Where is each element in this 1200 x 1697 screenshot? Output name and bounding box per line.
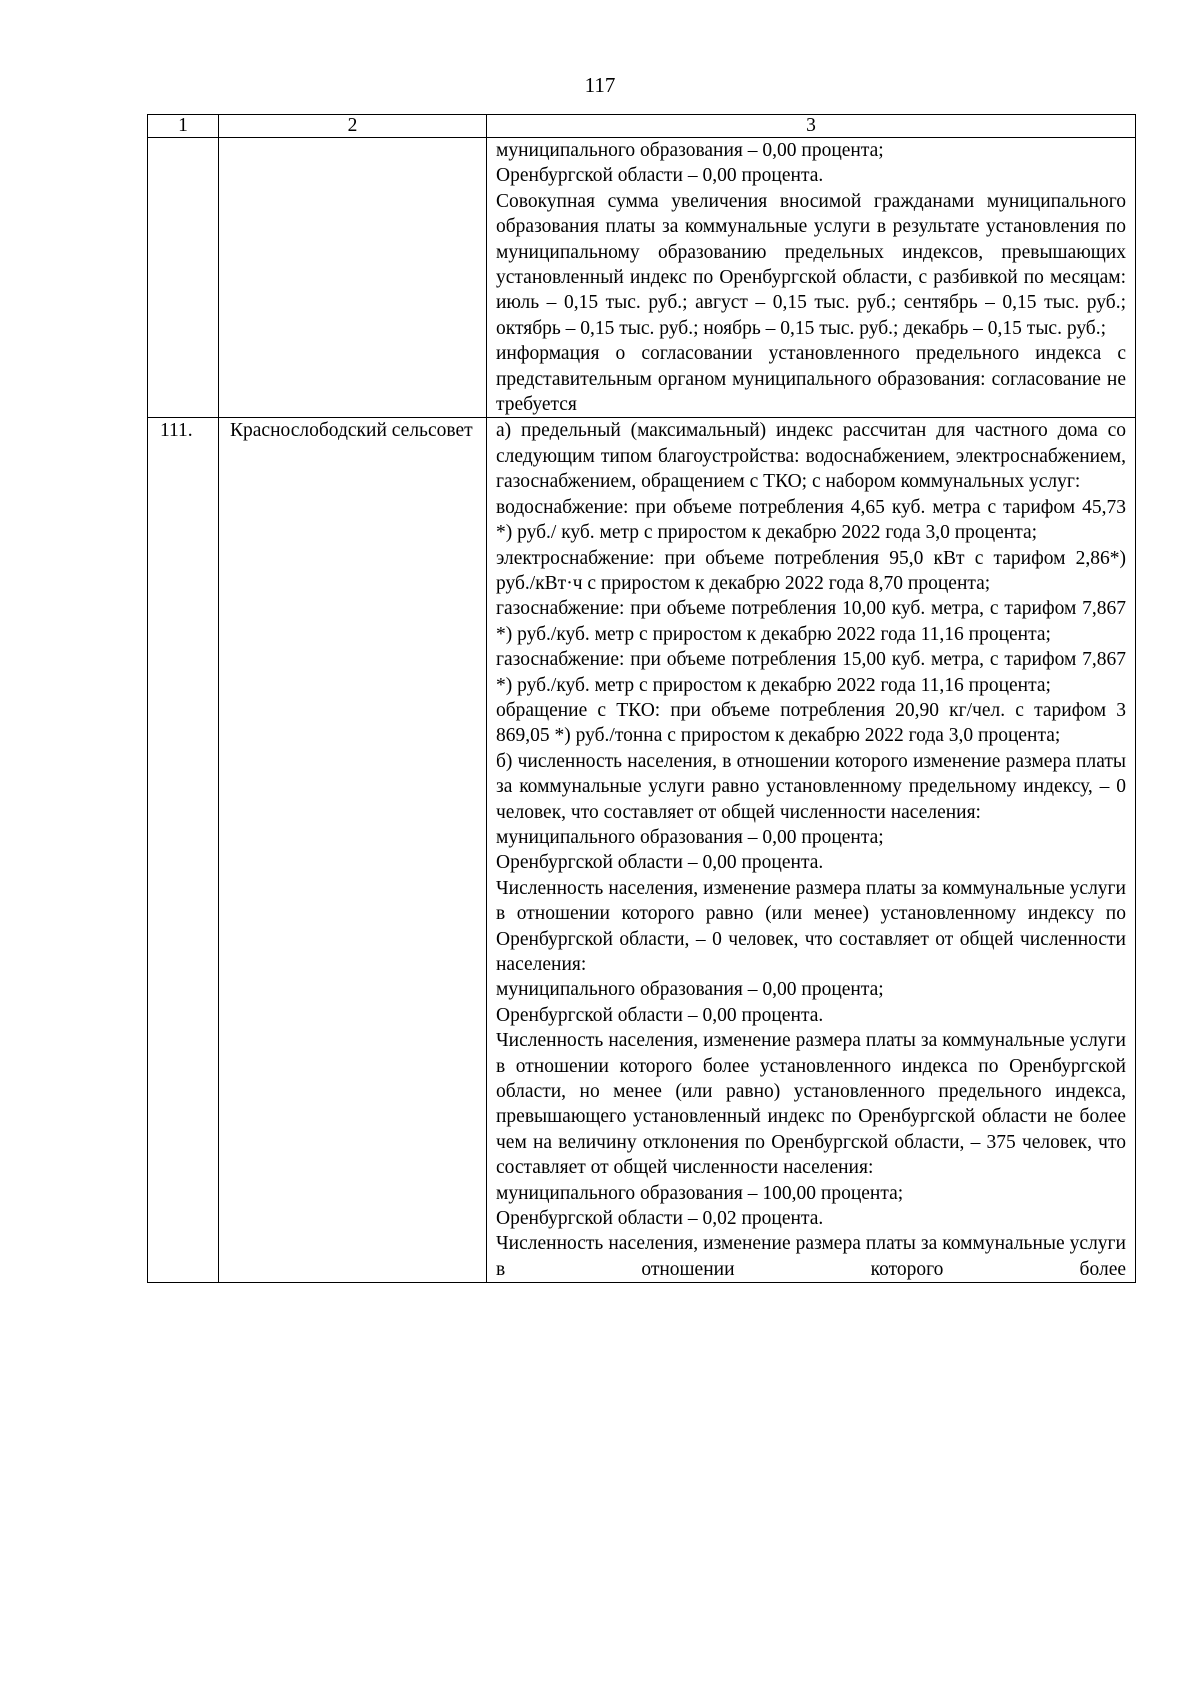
- row-name-cell: [219, 138, 487, 418]
- header-col-1: 1: [148, 115, 219, 138]
- paragraph: Оренбургской области – 0,00 процента.: [496, 165, 824, 187]
- paragraph: б) численность населения, в отношении которого изменение размера платы за коммунальные услуги равно установленному предельному индексу, – 0 человек, что составляет от общей численности населения:: [496, 750, 1126, 823]
- row-number-cell: 111.: [148, 418, 219, 1283]
- paragraph: обращение с ТКО: при объеме потребления 20,90 кг/чел. с тарифом 3 869,05 *) руб./тонна с приростом к декабрю 2022 года 3,0 процента;: [496, 699, 1126, 747]
- paragraph: Численность населения, изменение размера платы за коммунальные услуги в отношении которого более установленного индекса по Оренбургской области, но менее (или равно) установленного предельного индекса, превышающего установленный индекс по Оренбургской области не более чем на величину отклонения по Оренбургской области, – 375 человек, что составляет от общей численности населения:: [496, 1030, 1126, 1179]
- paragraph: Оренбургской области – 0,00 процента.: [496, 1004, 824, 1026]
- row-name-cell: Краснослободский сельсовет: [219, 418, 487, 1283]
- paragraph: муниципального образования – 0,00 процента;: [496, 979, 884, 1001]
- paragraph: а) предельный (максимальный) индекс рассчитан для частного дома со следующим типом благоустройства: водоснабжением, электроснабжением, газоснабжением, обращением с ТКО; с набором коммунальных услуг:: [496, 420, 1126, 493]
- paragraph: электроснабжение: при объеме потребления 95,0 кВт с тарифом 2,86*) руб./кВт·ч с приростом к декабрю 2022 года 8,70 процента;: [496, 547, 1126, 594]
- row-content-cell: [487, 138, 1136, 418]
- header-col-3: 3: [487, 115, 1136, 138]
- page-number: 117: [584, 73, 616, 97]
- paragraph: Численность населения, изменение размера платы за коммунальные услуги в отношении которого более: [496, 1233, 1126, 1280]
- table-header-row: [148, 115, 1136, 138]
- paragraph: Оренбургской области – 0,02 процента.: [496, 1208, 824, 1230]
- table-row-111: [148, 418, 1136, 1283]
- paragraph: Совокупная сумма увеличения вносимой гражданами муниципального образования платы за коммунальные услуги в результате установления по муниципальному образованию предельных индексов, превышающих установленный индекс по Оренбургской области, с разбивкой по месяцам: июль – 0,15 тыс. руб.; август – 0,15 тыс. руб.; сентябрь – 0,15 тыс. руб.; октябрь – 0,15 тыс. руб.; ноябрь – 0,15 тыс. руб.; декабрь – 0,15 тыс. руб.;: [496, 190, 1126, 339]
- row-content-cell: [487, 418, 1136, 1283]
- paragraph: муниципального образования – 0,00 процента;: [496, 826, 884, 848]
- row-number-cell: [148, 138, 219, 418]
- table-row-continuation: [148, 138, 1136, 418]
- paragraph: водоснабжение: при объеме потребления 4,65 куб. метра с тарифом 45,73 *) руб./ куб. метр с приростом к декабрю 2022 года 3,0 процента;: [496, 496, 1126, 544]
- paragraph: Оренбургской области – 0,00 процента.: [496, 852, 824, 874]
- paragraph: муниципального образования – 0,00 процента;: [496, 140, 884, 161]
- header-col-2: 2: [219, 115, 487, 138]
- paragraph: газоснабжение: при объеме потребления 10,00 куб. метра, с тарифом 7,867 *) руб./куб. метр с приростом к декабрю 2022 года 11,16 процента;: [496, 598, 1126, 645]
- paragraph: Численность населения, изменение размера платы за коммунальные услуги в отношении которого равно (или менее) установленному индексу по Оренбургской области, – 0 человек, что составляет от общей численности населения:: [496, 877, 1126, 975]
- paragraph: муниципального образования – 100,00 процента;: [496, 1182, 904, 1204]
- paragraph: информация о согласовании установленного предельного индекса с представительным органом муниципального образования: согласование не требуется: [496, 343, 1126, 416]
- main-table: [147, 114, 1136, 1283]
- paragraph: газоснабжение: при объеме потребления 15,00 куб. метра, с тарифом 7,867 *) руб./куб. метр с приростом к декабрю 2022 года 11,16 процента;: [496, 649, 1126, 696]
